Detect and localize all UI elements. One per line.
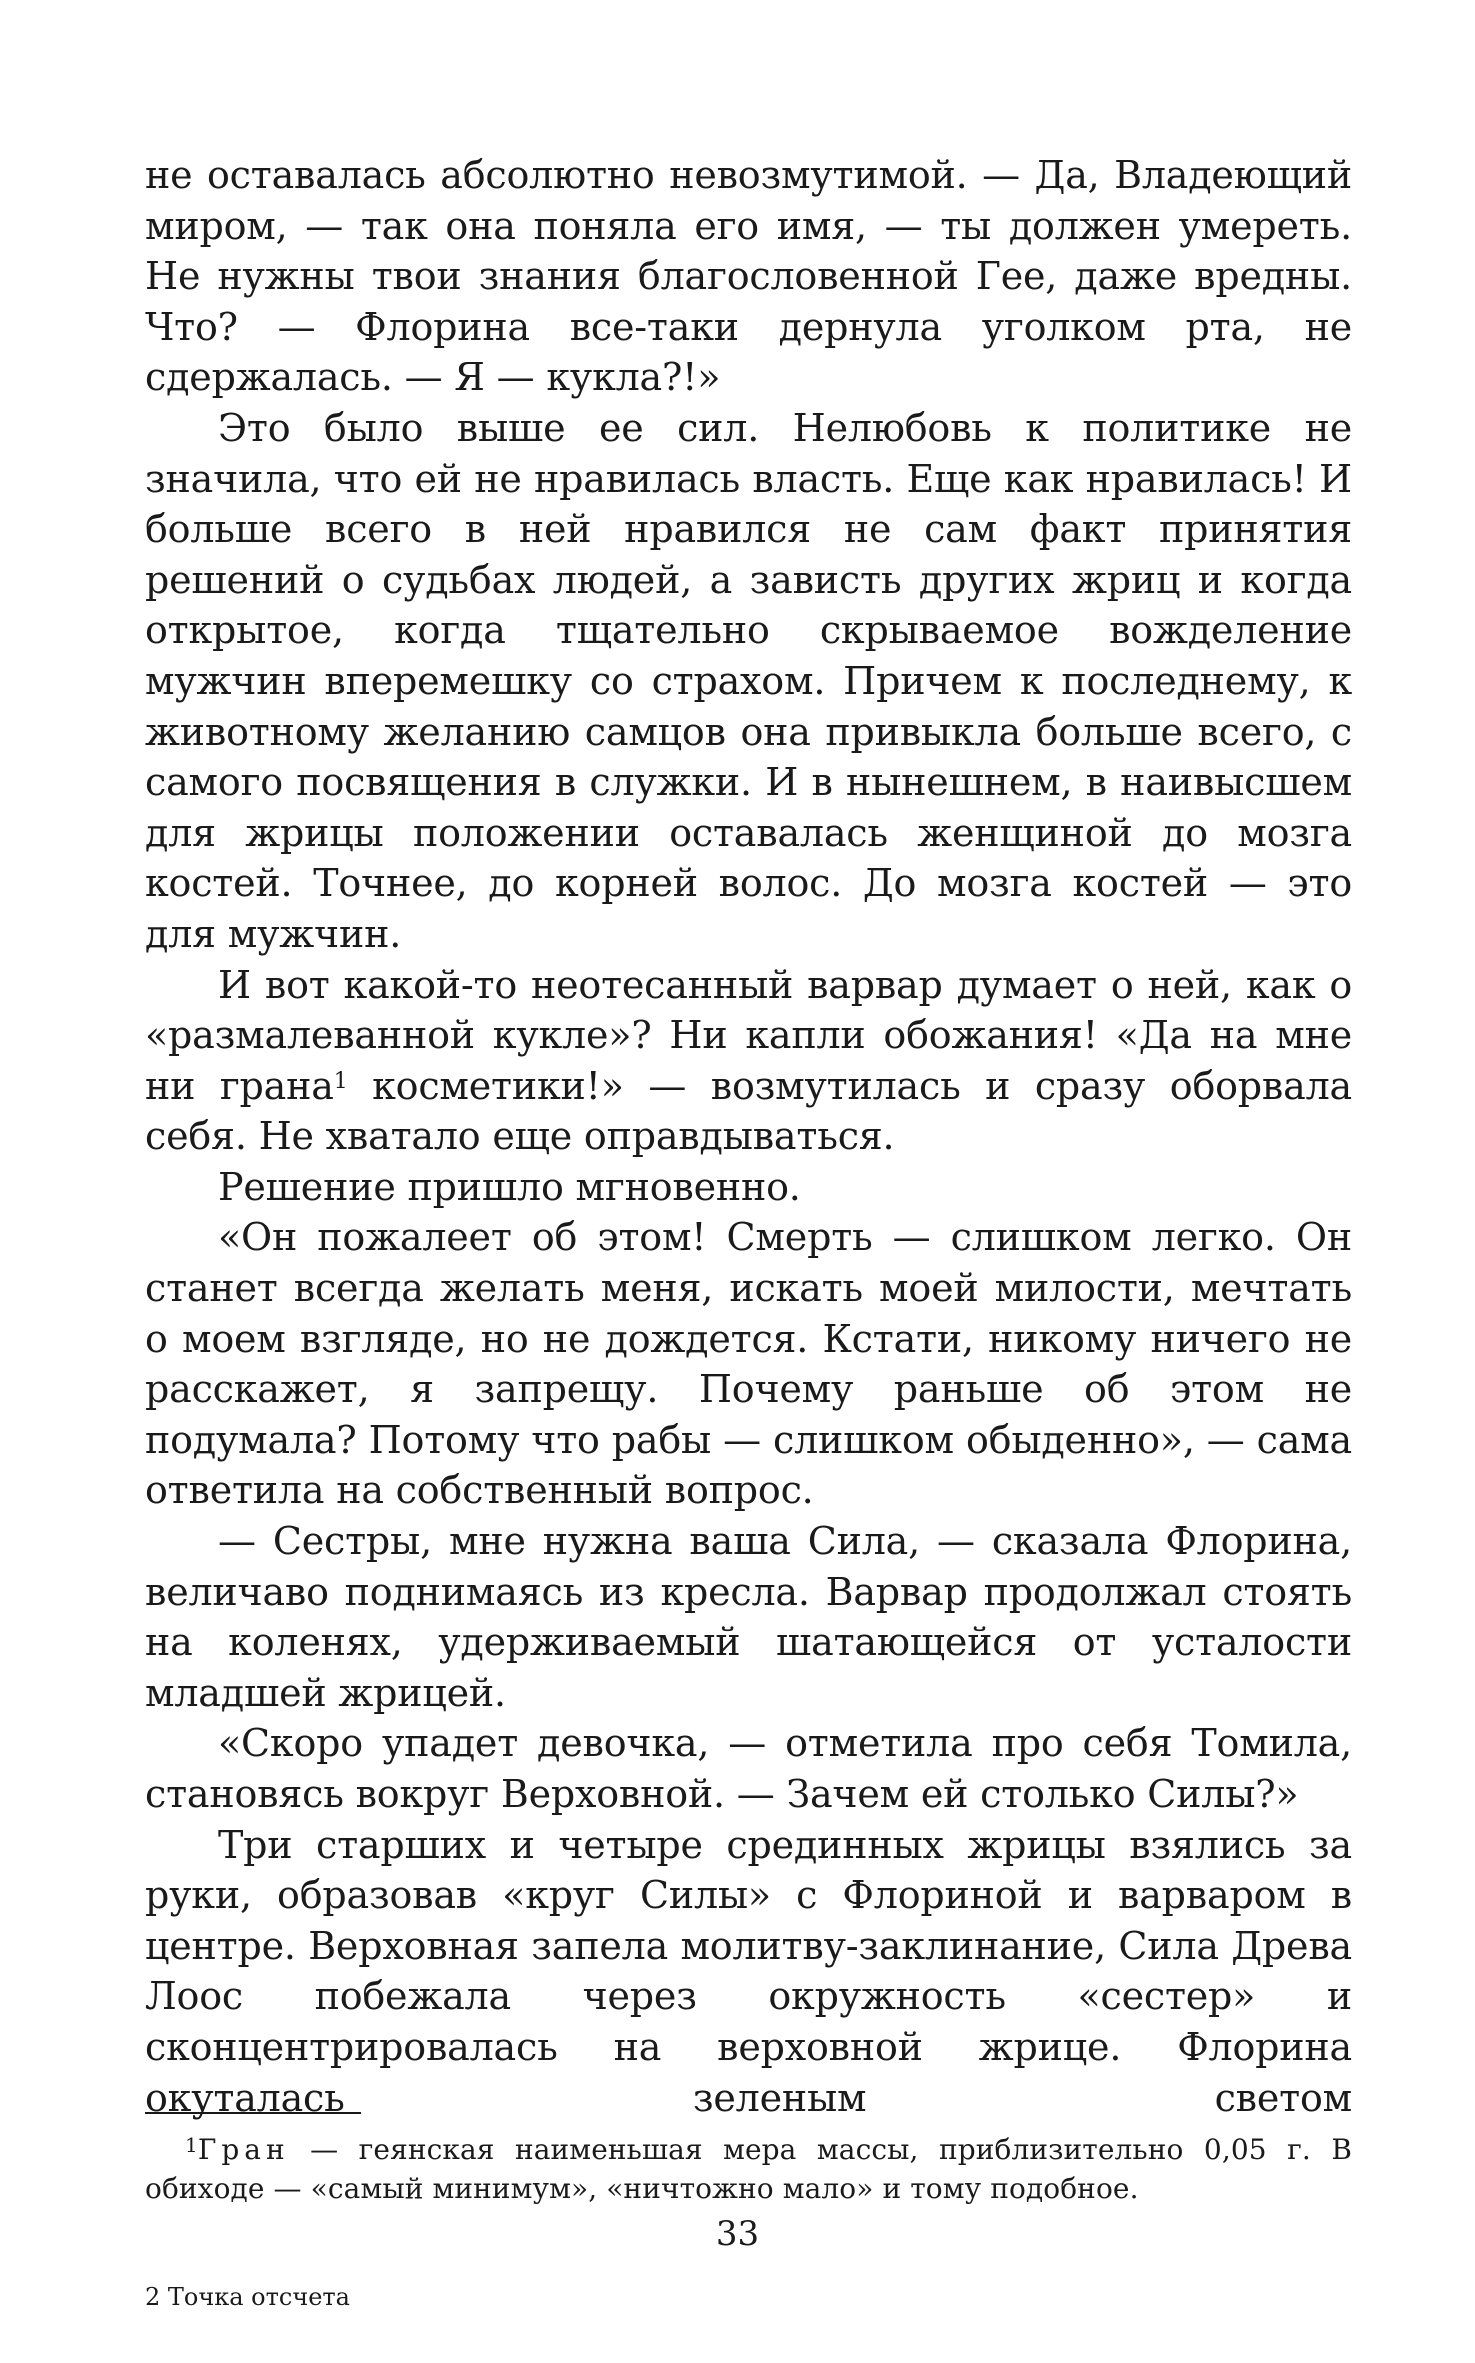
paragraph-5: «Он пожалеет об этом! Смерть — слишком легко. Он станет всегда желать меня, искать моей милости, мечтать о моем взгляде, но не дождется. Кстати, никому ничего не расскажет, я запрещу. Почему раньше об этом не подумала? Потому что рабы — слишком обыденно», — сама ответила на собственный вопрос. xyxy=(145,1215,1352,1513)
paragraph-7: «Скоро упадет девочка, — отметила про себя Томила, становясь вокруг Верховной. — Зачем ей столько Силы?» xyxy=(145,1721,1352,1816)
paragraph-8: Три старших и четыре срединных жрицы взялись за руки, образовав «круг Силы» с Флориной и варваром в центре. Верховная запела молитву-заклинание, Сила Древа Лоос побежала через окружность «сестер» и сконцентрировалась на верховной жрице. Флорина окуталась зеленым светом xyxy=(145,1822,1352,2120)
main-text xyxy=(145,150,1352,2123)
paragraph-3-text-after: косметики!» — возмутилась и сразу оборвала себя. Не хватало еще оправдываться. xyxy=(145,1063,1352,1159)
footnote-term: Гран xyxy=(197,2133,290,2166)
page-number: 33 xyxy=(715,2214,760,2254)
paragraph-3 xyxy=(145,960,1352,1162)
paragraph-2: Это было выше ее сил. Нелюбовь к политике не значила, что ей не нравилась власть. Еще как нравилась! И больше всего в ней нравился не сам факт принятия решений о судьбах людей, а зависть других жриц и когда открытое, когда тщательно скрываемое вожделение мужчин вперемешку со страхом. Причем к последнему, к животному желанию самцов она привыкла больше всего, с самого посвящения в служки. И в нынешнем, в наивысшем для жрицы положении оставалась женщиной до мозга костей. Точнее, до корней волос. До мозга костей — это для мужчин. xyxy=(145,405,1352,956)
footnote-text: — геянская наименьшая мера массы, приблизительно 0,05 г. В обиходе — «самый минимум», «ничтожно мало» и тому подобное. xyxy=(145,2133,1352,2205)
footnote-divider xyxy=(145,2112,361,2114)
footnote-reference: 1 xyxy=(333,1068,348,1094)
paragraph-6: — Сестры, мне нужна ваша Сила, — сказала Флорина, величаво поднимаясь из кресла. Варвар продолжал стоять на коленях, удерживаемый шатающейся от усталости младшей жрицей. xyxy=(145,1519,1352,1715)
printer-signature: 2 Точка отсчета xyxy=(145,2283,350,2311)
paragraph-3-text-before: И вот какой-то неотесанный варвар думает о ней, как о «размалеванной кукле»? Ни капли обожания! «Да на мне ни грана xyxy=(145,962,1352,1108)
paragraph-1: не оставалась абсолютно невозмутимой. — Да, Владеющий миром, — так она поняла его имя, — ты должен умереть. Не нужны твои знания благословенной Гее, даже вредны. Что? — Флорина все-таки дернула уголком рта, не сдержалась. — Я — кукла?!» xyxy=(145,153,1352,400)
footnote-mark: 1 xyxy=(185,2133,198,2157)
paragraph-4: Решение пришло мгновенно. xyxy=(218,1164,801,1209)
footnote xyxy=(145,2130,1352,2208)
